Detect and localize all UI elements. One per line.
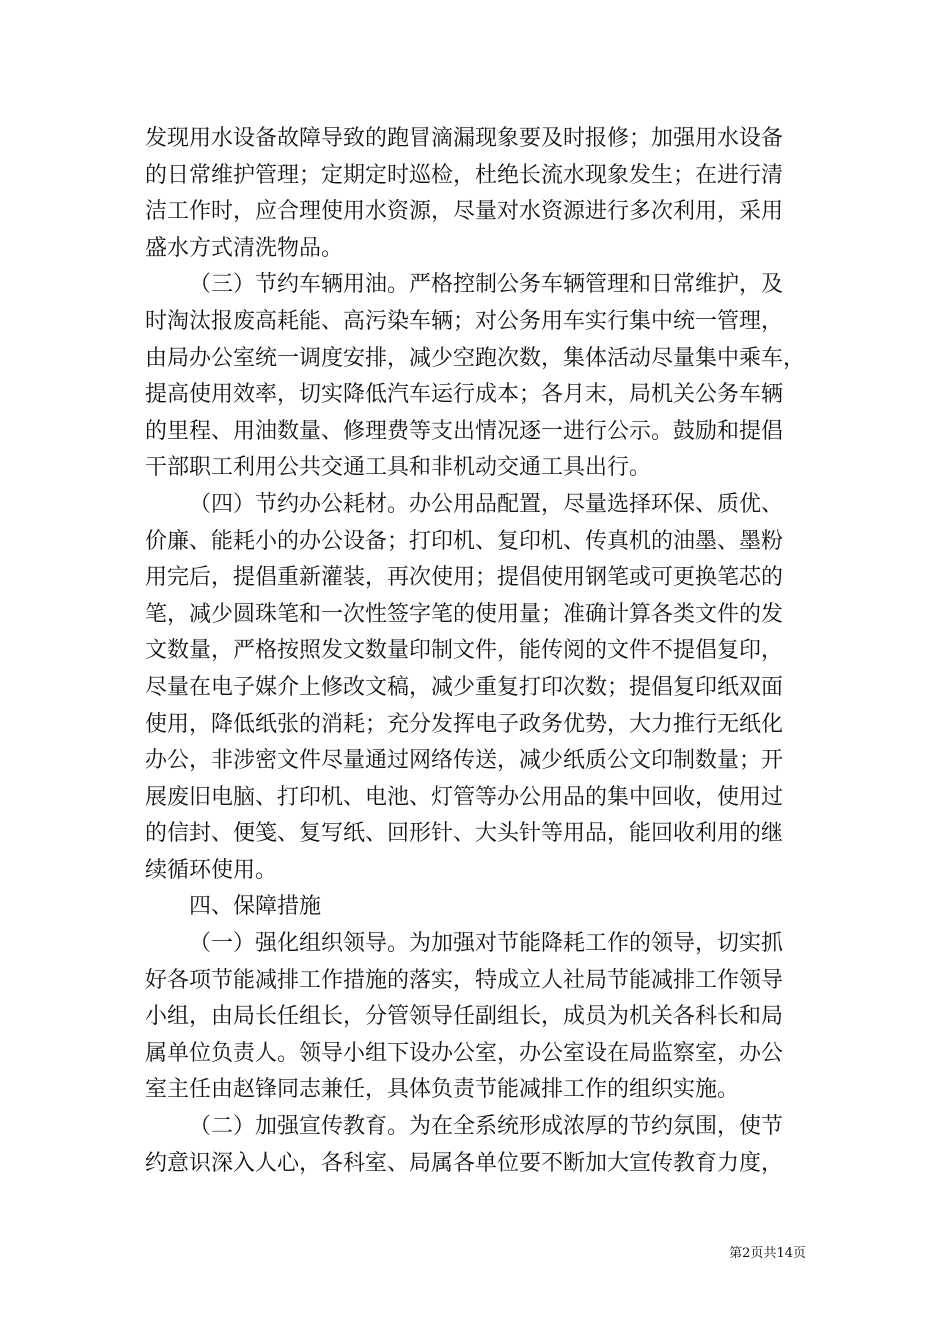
text-line: 办公，非涉密文件尽量通过网络传送，减少纸质公文印制数量；开 <box>145 748 784 774</box>
text-line: 约意识深入人心，各科室、局属各单位要不断加大宣传教育力度， <box>145 1150 784 1176</box>
text-line: 展废旧电脑、打印机、电池、灯管等办公用品的集中回收，使用过 <box>145 784 784 810</box>
section-heading-3: （三）节约车辆用油。严格控制公务车辆管理和日常维护，及 <box>189 272 784 298</box>
text-line: 洁工作时，应合理使用水资源，尽量对水资源进行多次利用，采用 <box>145 199 784 225</box>
text-line: 文数量，严格按照发文数量印制文件，能传阅的文件不提倡复印， <box>145 638 784 664</box>
page-number: 第2页共14页 <box>729 1246 806 1261</box>
text-line: 使用，降低纸张的消耗；充分发挥电子政务优势，大力推行无纸化 <box>145 711 784 737</box>
text-line: 的日常维护管理；定期定时巡检，杜绝长流水现象发生；在进行清 <box>145 162 784 188</box>
text-line: 由局办公室统一调度安排，减少空跑次数，集体活动尽量集中乘车， <box>145 345 806 371</box>
text-line: 笔，减少圆珠笔和一次性签字笔的使用量；准确计算各类文件的发 <box>145 601 784 627</box>
text-line: 室主任由赵锋同志兼任，具体负责节能减排工作的组织实施。 <box>145 1077 740 1103</box>
text-line: 的信封、便笺、复写纸、回形针、大头针等用品，能回收利用的继 <box>145 821 784 847</box>
document-body <box>145 121 807 1182</box>
chapter-heading: 四、保障措施 <box>189 894 322 920</box>
text-line: 发现用水设备故障导致的跑冒滴漏现象要及时报修；加强用水设备 <box>145 126 784 151</box>
text-line: 小组，由局长任组长，分管领导任副组长，成员为机关各科长和局 <box>145 1004 784 1030</box>
text-line: 提高使用效率，切实降低汽车运行成本；各月末，局机关公务车辆 <box>145 382 784 408</box>
text-line: 价廉、能耗小的办公设备；打印机、复印机、传真机的油墨、墨粉 <box>145 528 784 554</box>
text-line: 干部职工利用公共交通工具和非机动交通工具出行。 <box>145 455 652 481</box>
section-heading-4: （四）节约办公耗材。办公用品配置，尽量选择环保、质优、 <box>189 491 784 517</box>
text-line: 时淘汰报废高耗能、高污染车辆；对公务用车实行集中统一管理， <box>145 308 784 334</box>
section-heading-2: （二）加强宣传教育。为在全系统形成浓厚的节约氛围，使节 <box>189 1114 784 1140</box>
text-line: 盛水方式清洗物品。 <box>145 235 344 261</box>
section-heading-1: （一）强化组织领导。为加强对节能降耗工作的领导，切实抓 <box>189 931 784 957</box>
text-line: 属单位负责人。领导小组下设办公室，办公室设在局监察室，办公 <box>145 1040 784 1066</box>
text-line: 好各项节能减排工作措施的落实，特成立人社局节能减排工作领导 <box>145 967 784 993</box>
text-line: 尽量在电子媒介上修改文稿，减少重复打印次数；提倡复印纸双面 <box>145 674 784 700</box>
text-line: 用完后，提倡重新灌装，再次使用；提倡使用钢笔或可更换笔芯的 <box>145 565 784 591</box>
text-line: 的里程、用油数量、修理费等支出情况逐一进行公示。鼓励和提倡 <box>145 418 784 444</box>
text-line: 续循环使用。 <box>145 857 278 883</box>
